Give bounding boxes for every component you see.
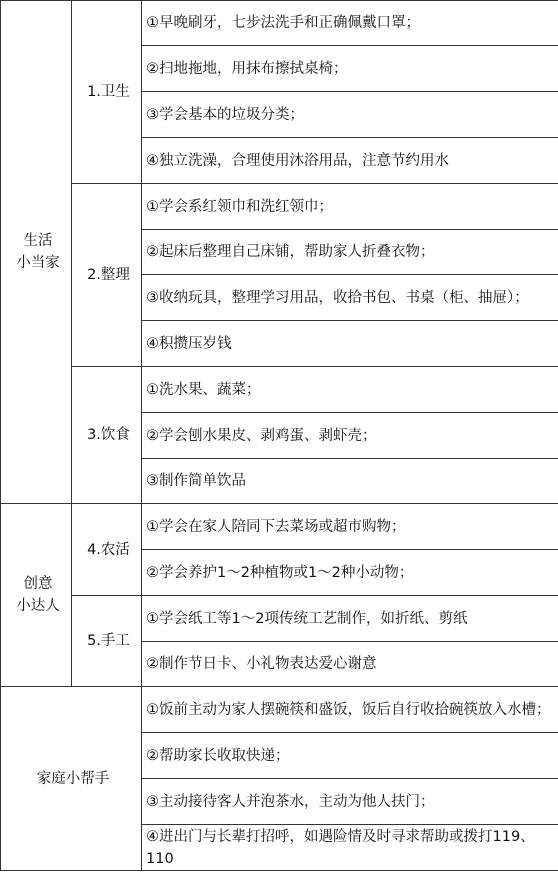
item-text: ②学会刨水果皮、剥鸡蛋、剥虾壳； <box>146 427 377 444</box>
item-text: ③主动接待客人并泡茶水，主动为他人扶门； <box>146 793 435 810</box>
category-name-line: 小达人 <box>16 598 60 614</box>
item-text: ④进出门与长辈打招呼，如遇险情及时寻求帮助或拨打119、110 <box>146 828 535 867</box>
item-cell <box>142 459 558 504</box>
item-text: ②扫地拖地，用抹布擦拭桌椅； <box>146 60 348 77</box>
subcategory-label: 4.农活 <box>87 541 130 558</box>
item-cell <box>142 504 558 550</box>
item-text: ①洗水果、蔬菜； <box>146 381 261 398</box>
item-cell <box>142 1 558 46</box>
item-cell <box>142 367 558 413</box>
subcategory-cell <box>72 596 142 687</box>
item-text: ②制作节日卡、小礼物表达爱心谢意 <box>146 656 377 672</box>
item-text: ①早晚刷牙，七步法洗手和正确佩戴口罩； <box>146 15 420 31</box>
subcategory-label: 2.整理 <box>87 267 130 283</box>
item-cell <box>142 184 558 230</box>
subcategory-label: 5.手工 <box>87 633 130 649</box>
item-text: ④积攒压岁钱 <box>146 335 232 352</box>
item-text: ③学会基本的垃圾分类； <box>146 106 304 123</box>
table-row <box>1 367 558 413</box>
item-cell <box>142 46 558 92</box>
category-cell <box>1 504 72 687</box>
item-cell <box>142 92 558 138</box>
item-text: ①学会系红领巾和洗红领巾； <box>146 198 333 215</box>
item-text: ①饭前主动为家人摆碗筷和盛饭，饭后自行收拾碗筷放入水槽； <box>146 701 551 718</box>
item-text: ③收纳玩具，整理学习用品，收拾书包、书桌（柜、抽屉）； <box>146 289 529 306</box>
subcategory-cell <box>72 1 142 184</box>
item-text: ①学会在家人陪同下去菜场或超市购物； <box>146 518 406 535</box>
item-text: ③制作简单饮品 <box>146 473 246 489</box>
table-row <box>1 504 558 550</box>
item-cell <box>142 550 558 596</box>
subcategory-cell <box>72 504 142 596</box>
category-cell <box>1 1 72 504</box>
item-cell <box>142 642 558 687</box>
item-text: ②起床后整理自己床铺，帮助家人折叠衣物； <box>146 244 435 260</box>
category-name-line: 家庭小帮手 <box>36 770 110 787</box>
item-cell <box>142 321 558 367</box>
table-row <box>1 1 558 46</box>
item-cell <box>142 230 558 275</box>
category-cell <box>1 687 142 871</box>
item-text: ②学会养护1～2种植物或1～2种小动物； <box>146 564 414 581</box>
item-cell <box>142 275 558 321</box>
item-text: ④独立洗澡，合理使用沐浴用品，注意节约用水 <box>146 152 449 169</box>
item-cell <box>142 687 558 733</box>
item-cell <box>142 825 558 871</box>
category-name-line: 创意 <box>23 576 53 592</box>
table-row <box>1 687 558 733</box>
item-cell <box>142 413 558 459</box>
subcategory-label: 1.卫生 <box>87 84 130 100</box>
item-text: ②帮助家长收取快递； <box>146 747 290 764</box>
item-cell <box>142 138 558 184</box>
subcategory-label: 3.饮食 <box>87 427 130 443</box>
table-row <box>1 596 558 642</box>
item-cell <box>142 596 558 642</box>
subcategory-cell <box>72 367 142 504</box>
item-cell <box>142 733 558 779</box>
category-name-line: 生活 <box>23 233 53 249</box>
subcategory-cell <box>72 184 142 367</box>
table-row <box>1 184 558 230</box>
item-cell <box>142 779 558 825</box>
item-text: ①学会纸工等1～2项传统工艺制作，如折纸、剪纸 <box>146 610 468 627</box>
category-name-line: 小当家 <box>16 255 60 271</box>
